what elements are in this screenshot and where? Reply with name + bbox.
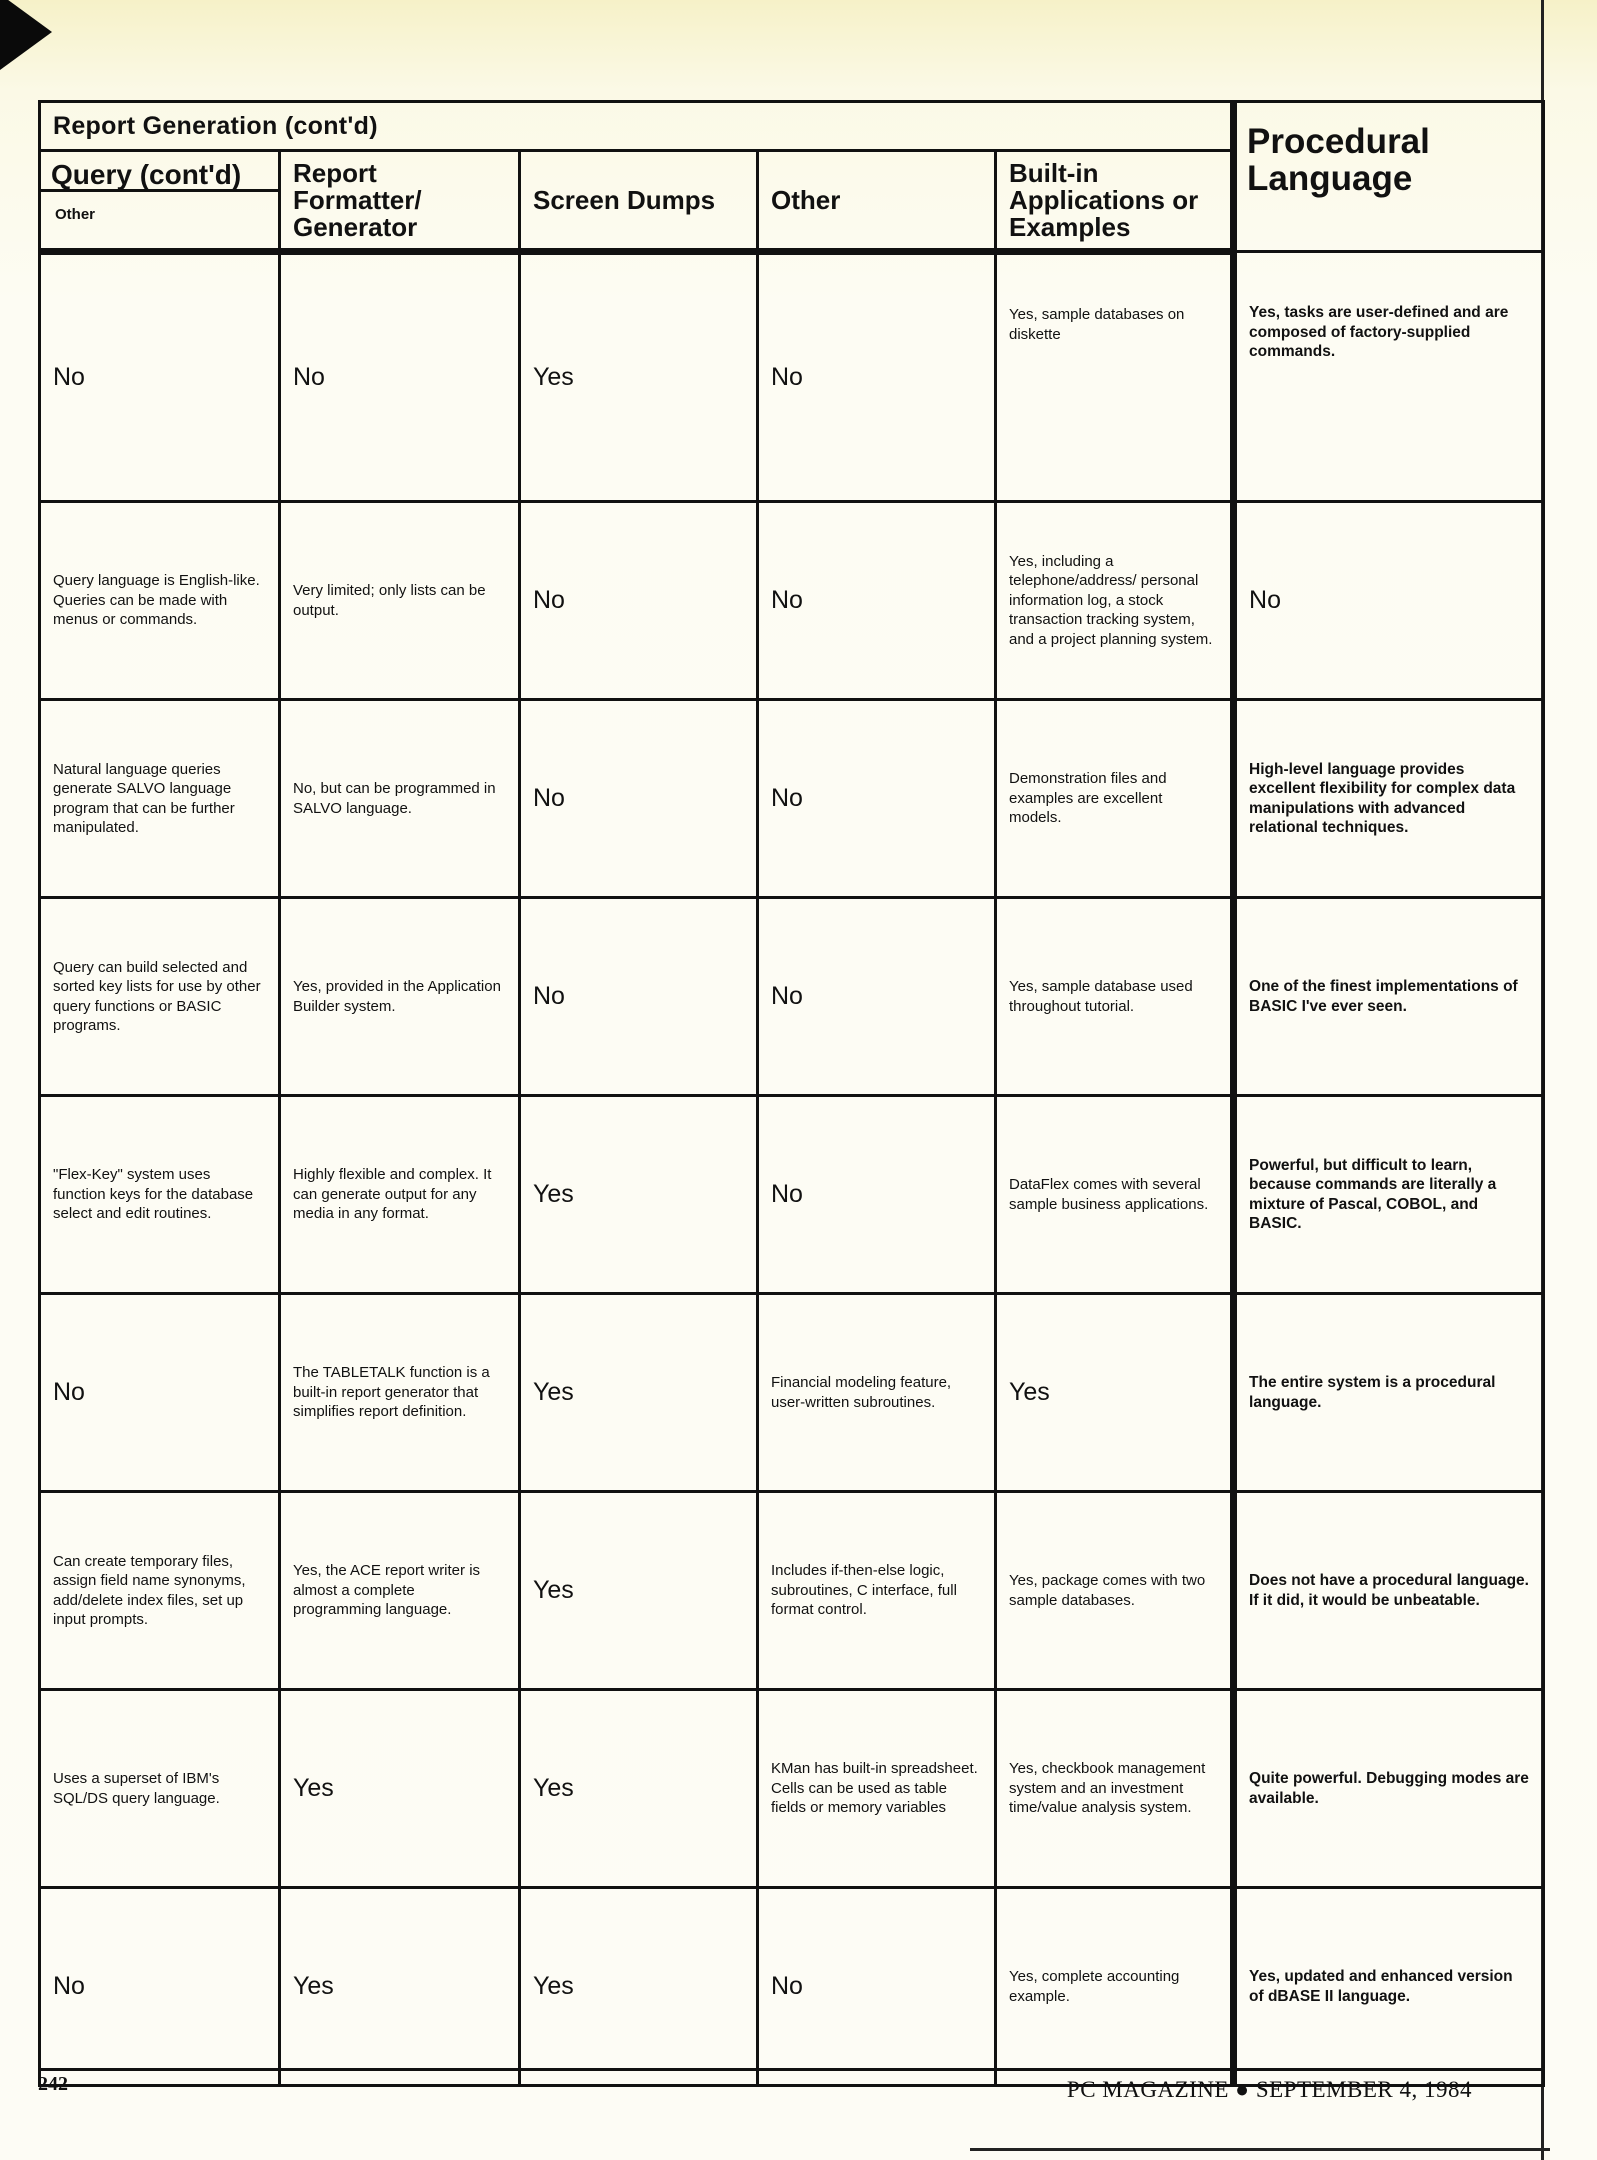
built-in-cell: DataFlex comes with several sample business applications. (996, 1096, 1234, 1294)
built-in-cell: Yes, including a telephone/address/ personal information log, a stock transaction tracking system, and a project planning system. (996, 502, 1234, 700)
other-header: Other (758, 151, 996, 252)
other-cell: No (758, 252, 996, 502)
query-other-cell: Query can build selected and sorted key lists for use by other query functions or BASIC programs. (40, 898, 280, 1096)
table-row (40, 898, 1544, 1096)
table-row (40, 700, 1544, 898)
query-other-subheader: Other (55, 206, 96, 223)
other-cell: Includes if-then-else logic, subroutines, C interface, full format control. (758, 1492, 996, 1690)
other-cell: No (758, 502, 996, 700)
screen-dumps-cell: Yes (520, 1888, 758, 2086)
screen-dumps-cell: Yes (520, 1492, 758, 1690)
other-cell: KMan has built-in spreadsheet. Cells can be used as table fields or memory variables (758, 1690, 996, 1888)
magazine-credit: PC MAGAZINE ● SEPTEMBER 4, 1984 (1066, 2077, 1472, 2102)
query-other-cell: Uses a superset of IBM's SQL/DS query language. (40, 1690, 280, 1888)
procedural-cell: The entire system is a procedural language. (1234, 1294, 1544, 1492)
built-in-cell: Yes, checkbook management system and an investment time/value analysis system. (996, 1690, 1234, 1888)
report-formatter-cell: Yes (280, 1888, 520, 2086)
other-cell: Financial modeling feature, user-written subroutines. (758, 1294, 996, 1492)
screen-dumps-cell: No (520, 700, 758, 898)
report-formatter-cell: Highly flexible and complex. It can generate output for any media in any format. (280, 1096, 520, 1294)
query-other-cell: No (40, 1294, 280, 1492)
query-header: Query (cont'd) (41, 152, 278, 192)
corner-marker (0, 0, 52, 70)
report-formatter-cell: Yes (280, 1690, 520, 1888)
comparison-table-container (38, 100, 1542, 2087)
table-row (40, 252, 1544, 502)
report-formatter-cell: Very limited; only lists can be output. (280, 502, 520, 700)
screen-dumps-cell: Yes (520, 252, 758, 502)
table-row (40, 1492, 1544, 1690)
query-other-cell: Query language is English-like. Queries can be made with menus or commands. (40, 502, 280, 700)
procedural-cell: Yes, tasks are user-defined and are composed of factory-supplied commands. (1234, 252, 1544, 502)
table-row (40, 1690, 1544, 1888)
built-in-cell: Yes (996, 1294, 1234, 1492)
built-in-cell: Yes, sample databases on diskette (996, 252, 1234, 502)
procedural-language-header: Procedural Language (1234, 102, 1544, 252)
screen-dumps-cell: No (520, 502, 758, 700)
page-number: 242 (38, 2073, 68, 2095)
section-title: Report Generation (cont'd) (40, 102, 1234, 151)
query-other-cell: Natural language queries generate SALVO language program that can be further manipulated. (40, 700, 280, 898)
report-formatter-cell: The TABLETALK function is a built-in report generator that simplifies report definition. (280, 1294, 520, 1492)
other-cell: No (758, 1888, 996, 2086)
procedural-cell: Yes, updated and enhanced version of dBASE II language. (1234, 1888, 1544, 2086)
report-formatter-cell: No (280, 252, 520, 502)
other-cell: No (758, 700, 996, 898)
built-in-cell: Yes, package comes with two sample databases. (996, 1492, 1234, 1690)
procedural-cell: Quite powerful. Debugging modes are available. (1234, 1690, 1544, 1888)
screen-dumps-cell: Yes (520, 1096, 758, 1294)
query-header-cell (40, 151, 280, 252)
screen-dumps-cell: Yes (520, 1294, 758, 1492)
query-other-cell: "Flex-Key" system uses function keys for the database select and edit routines. (40, 1096, 280, 1294)
query-other-cell: No (40, 252, 280, 502)
procedural-cell: High-level language provides excellent flexibility for complex data manipulations with advanced relational techniques. (1234, 700, 1544, 898)
table-row (40, 502, 1544, 700)
procedural-cell: No (1234, 502, 1544, 700)
built-in-cell: Demonstration files and examples are excellent models. (996, 700, 1234, 898)
table-row (40, 1294, 1544, 1492)
bottom-rule (970, 2148, 1550, 2151)
report-formatter-cell: Yes, the ACE report writer is almost a complete programming language. (280, 1492, 520, 1690)
report-formatter-cell: No, but can be programmed in SALVO language. (280, 700, 520, 898)
screen-dumps-cell: Yes (520, 1690, 758, 1888)
table-row (40, 1096, 1544, 1294)
built-in-cell: Yes, sample database used throughout tutorial. (996, 898, 1234, 1096)
built-in-header: Built-in Applications or Examples (996, 151, 1234, 252)
screen-dumps-cell: No (520, 898, 758, 1096)
procedural-cell: One of the finest implementations of BASIC I've ever seen. (1234, 898, 1544, 1096)
other-cell: No (758, 1096, 996, 1294)
report-formatter-header: Report Formatter/ Generator (280, 151, 520, 252)
comparison-table (38, 100, 1545, 2087)
procedural-cell: Powerful, but difficult to learn, because commands are literally a mixture of Pascal, COBOL, and BASIC. (1234, 1096, 1544, 1294)
query-other-cell: Can create temporary files, assign field name synonyms, add/delete index files, set up input prompts. (40, 1492, 280, 1690)
page-footer (38, 2068, 1542, 2111)
table-row (40, 1888, 1544, 2086)
other-cell: No (758, 898, 996, 1096)
built-in-cell: Yes, complete accounting example. (996, 1888, 1234, 2086)
screen-dumps-header: Screen Dumps (520, 151, 758, 252)
query-other-cell: No (40, 1888, 280, 2086)
report-formatter-cell: Yes, provided in the Application Builder system. (280, 898, 520, 1096)
procedural-cell: Does not have a procedural language. If it did, it would be unbeatable. (1234, 1492, 1544, 1690)
